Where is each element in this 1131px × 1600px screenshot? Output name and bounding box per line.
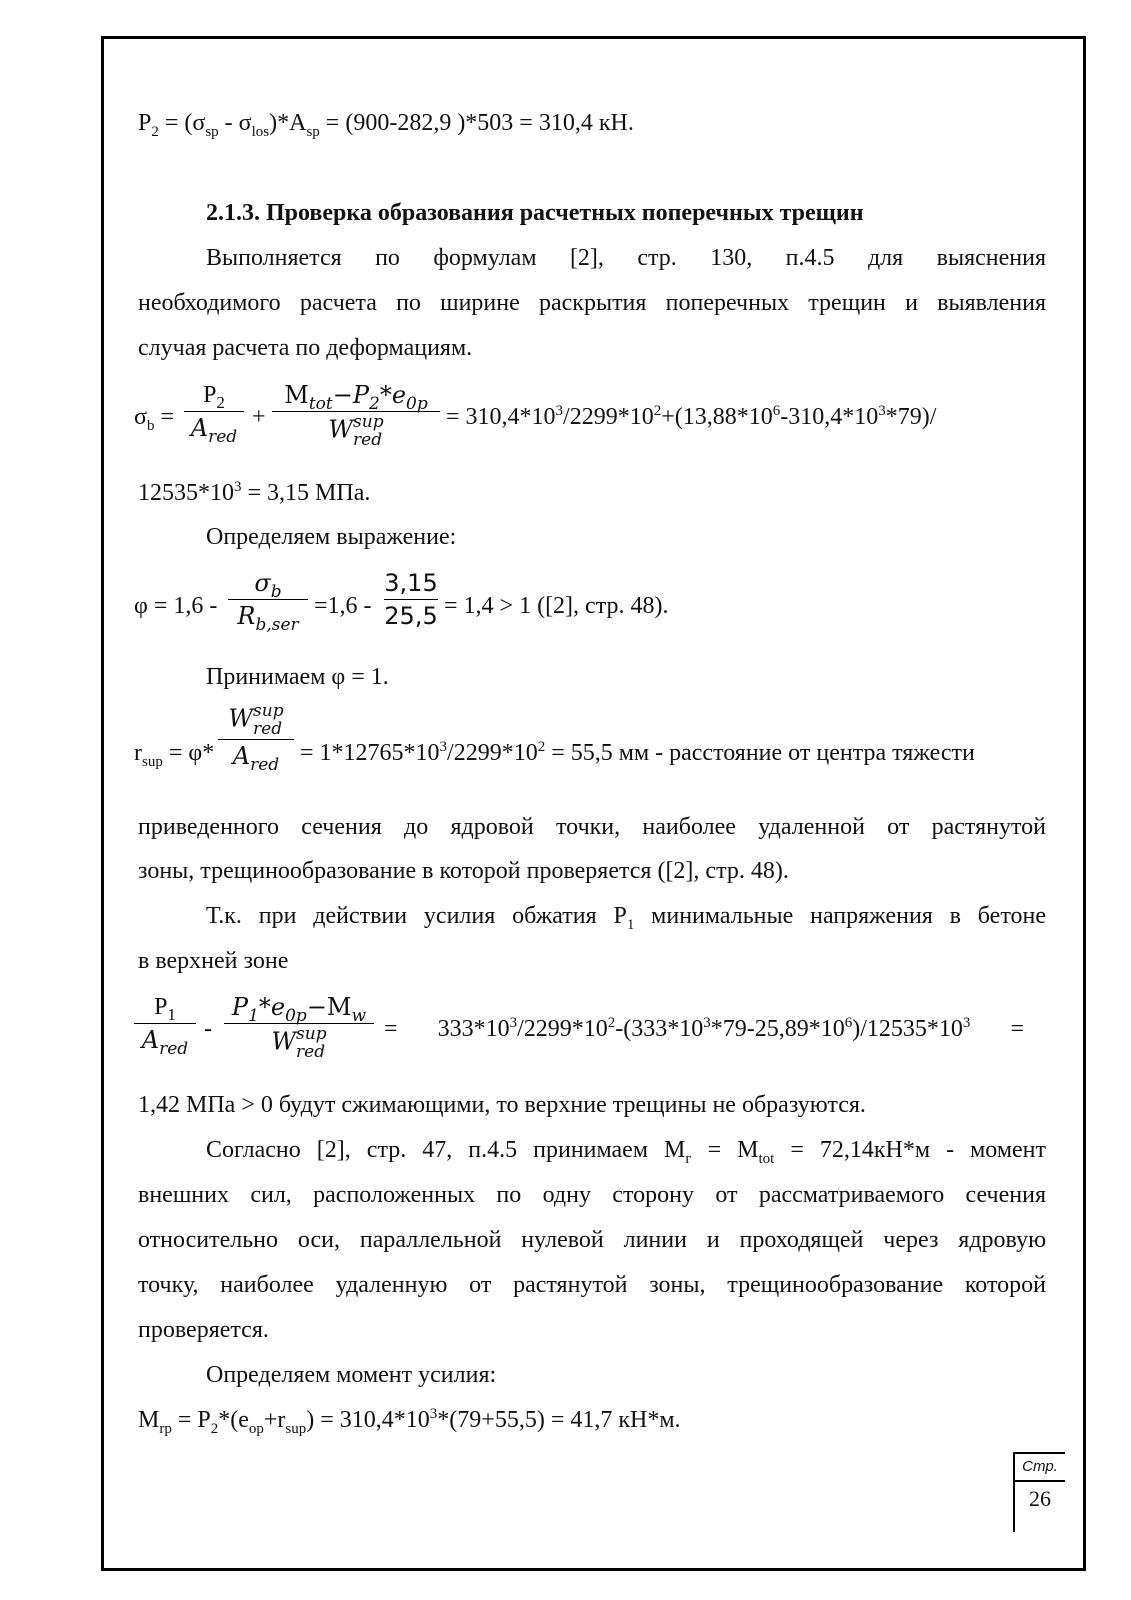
frac-p2-num: $P_2$ bbox=[203, 382, 225, 412]
frac-wred-den: W sup red bbox=[328, 412, 384, 450]
p2-formula-line: $P_2 = (\sigma_{sp} - \sigma_{los})*A_{sp} = (900-282,9$ )*503 = 310,4 кН. bbox=[138, 110, 634, 140]
plus-sign: + bbox=[252, 404, 266, 430]
frac-ared-den2: $A_{red}$ bbox=[232, 742, 280, 775]
rsup-line3: зоны, трещинообразование в которой проверяется ([2], стр. 48). bbox=[138, 858, 789, 884]
phi-end: = 1,4 > 1 ([2], стр. 48). bbox=[444, 593, 669, 619]
mr-line4: точку, наиболее удаленную от растянутой зоны, трещинообразование которой bbox=[138, 1272, 1046, 1298]
frac-rbser-den: $R_{b,ser}$ bbox=[237, 602, 299, 635]
frac-wred-ared bbox=[218, 701, 294, 775]
rsup-start: $r_{sup} = \varphi*$ bbox=[134, 740, 215, 770]
mr-line3: относительно оси, параллельной нулевой линии и проходящей через ядровую bbox=[138, 1227, 1046, 1253]
frac-315-255 bbox=[384, 568, 438, 631]
define-expression-line: Определяем выражение: bbox=[206, 524, 457, 550]
page-number-box bbox=[1013, 1452, 1065, 1532]
sigma-b-label: $\sigma_b$ = bbox=[134, 404, 174, 434]
page-number: 26 bbox=[1029, 1486, 1051, 1511]
sigma-result-line: $12535*10^3 = 3,15$ МПа. bbox=[138, 479, 371, 506]
frac-p1e0p-num: $P_1*e_{0p}-M_w$ bbox=[231, 993, 367, 1026]
frac-mtot-num: $M_{tot}-P_2*e_{0p}$ bbox=[284, 381, 428, 414]
frac-315-num: 3,15 bbox=[384, 569, 438, 597]
tk-line1: Т.к. при действии усилия обжатия $P_1$ минимальные напряжения в бетоне bbox=[206, 903, 1046, 933]
para1-line2: необходимого расчета по ширине раскрытия поперечных трещин и выявления bbox=[138, 290, 1046, 316]
sigma-computation: = $310,4*10^3/2299*10^2+(13,88*10^6-310,4*10^3*79)/$ bbox=[446, 403, 937, 430]
frac-wred-den2: W sup red bbox=[271, 1024, 327, 1062]
frac-wred-num: W sup red bbox=[228, 701, 284, 739]
define-moment-line: Определяем момент усилия: bbox=[206, 1362, 497, 1388]
frac-sigma-rbser bbox=[228, 568, 308, 635]
section-heading: 2.1.3. Проверка образования расчетных поперечных трещин bbox=[206, 200, 864, 226]
p1-computation: = $333*10^3/2299*10^2-(333*10^3*79-25,89*10^6)/12535*10^3$ = bbox=[384, 1015, 1024, 1042]
p1-result-line: 1,42 МПа > 0 будут сжимающими, то верхние трещины не образуются. bbox=[138, 1092, 866, 1118]
frac-p1-ared bbox=[134, 992, 196, 1059]
rsup-computation: = $1*12765*10^3/2299*10^2 = 55,5$ мм - расстояние от центра тяжести bbox=[300, 739, 975, 766]
frac-p1-num: $P_1$ bbox=[154, 994, 176, 1024]
frac-ared-den3: $A_{red}$ bbox=[141, 1026, 189, 1059]
tk-line2: в верхней зоне bbox=[138, 948, 289, 974]
page-label: Стр. bbox=[1015, 1454, 1065, 1482]
para1-line3: случая расчета по деформациям. bbox=[138, 335, 473, 361]
mr-line5: проверяется. bbox=[138, 1317, 269, 1343]
frac-p1-e0p-mw bbox=[224, 992, 374, 1061]
mr-line2: внешних сил, расположенных по одну сторону от рассматриваемого сечения bbox=[138, 1182, 1046, 1208]
phi-start: φ = 1,6 - bbox=[134, 593, 218, 619]
rsup-line2: приведенного сечения до ядровой точки, наиболее удаленной от растянутой bbox=[138, 814, 1046, 840]
frac-ared-den: $A_{red}$ bbox=[190, 414, 238, 447]
mr-line1: Согласно [2], стр. 47, п.4.5 принимаем $M_г = M_{tot} = 72,14кН*м$ - момент bbox=[206, 1137, 1047, 1167]
phi-mid: =1,6 - bbox=[314, 593, 372, 619]
frac-sigma-num: $\sigma_b$ bbox=[254, 569, 282, 602]
frac-p2-ared bbox=[184, 380, 244, 447]
minus-sign: - bbox=[204, 1016, 212, 1042]
para1-line1: Выполняется по формулам [2], стр. 130, п.4.5 для выяснения bbox=[206, 245, 1046, 271]
accept-phi-line: Принимаем φ = 1. bbox=[206, 664, 389, 690]
frac-255-den: 25,5 bbox=[384, 602, 438, 630]
frac-mtot bbox=[272, 380, 440, 449]
mrp-formula-line: $M_{rp} = P_2*(e_{op}+r_{sup}) = 310,4*10^3*(79+55,5) = 41,7$ кН*м. bbox=[138, 1406, 681, 1437]
